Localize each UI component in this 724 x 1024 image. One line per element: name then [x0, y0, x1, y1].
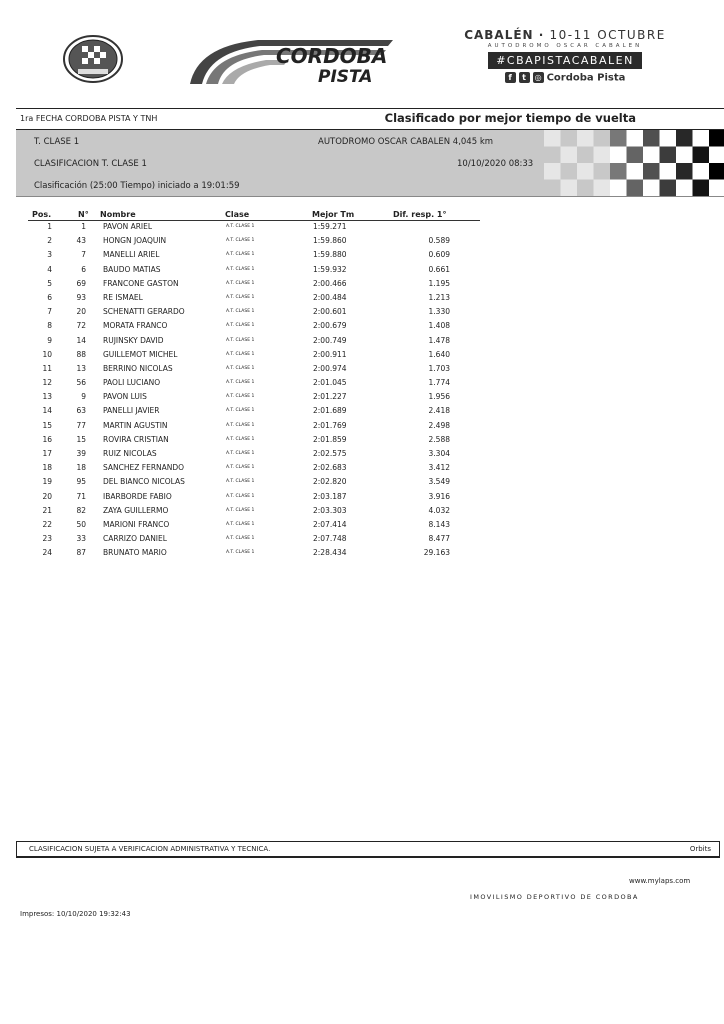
header-diff: Dif. resp. 1° [393, 210, 447, 219]
cell-best: 2:02.575 [313, 449, 347, 458]
cell-num: 20 [76, 307, 86, 317]
cell-num: 9 [81, 392, 86, 402]
cell-pos: 11 [42, 363, 52, 373]
cell-diff: 1.408 [428, 321, 450, 331]
cell-best: 1:59.932 [313, 264, 347, 274]
checker-square [577, 147, 594, 164]
footer-notice-box [16, 841, 720, 858]
cell-best: 1:59.271 [313, 222, 347, 231]
verification-notice: CLASIFICACION SUJETA A VERIFICACION ADMINISTRATIVA Y TECNICA. [29, 845, 271, 853]
social-links [445, 72, 685, 84]
cell-name: MANELLI ARIEL [103, 250, 160, 260]
brand-line1: CORDOBA [276, 44, 388, 68]
cell-pos: 10 [42, 349, 52, 359]
cell-diff: 1.195 [428, 278, 450, 288]
table-row [28, 220, 480, 234]
table-row [28, 433, 480, 447]
cell-class: A.T. CLASE 1 [226, 380, 255, 386]
cell-pos: 15 [42, 420, 52, 430]
session-info-box [16, 130, 724, 197]
table-row [28, 234, 480, 248]
cell-diff: 29.163 [423, 548, 450, 558]
table-row [28, 334, 480, 348]
cell-num: 63 [76, 406, 86, 416]
header-divider [28, 220, 480, 221]
cell-pos: 21 [42, 505, 52, 515]
cell-best: 2:00.466 [313, 278, 347, 288]
session-datetime: 10/10/2020 08:33 [457, 159, 534, 169]
table-row [28, 447, 480, 461]
checker-square [676, 180, 693, 197]
checker-square [660, 163, 677, 180]
cell-class: A.T. CLASE 1 [226, 550, 255, 556]
cell-num: 39 [76, 449, 86, 458]
checker-square [610, 163, 627, 180]
table-row [28, 419, 480, 433]
cell-num: 69 [76, 278, 86, 288]
table-row [28, 518, 480, 532]
checker-square [676, 163, 693, 180]
cell-name: PAVON ARIEL [103, 222, 153, 231]
session-name: CLASIFICACION T. CLASE 1 [34, 159, 147, 169]
cell-num: 56 [76, 378, 86, 388]
cell-num: 1 [81, 222, 86, 231]
cell-best: 2:01.769 [313, 420, 347, 430]
checker-square [577, 180, 594, 197]
checker-square [544, 130, 561, 147]
session-detail: Clasificación (25:00 Tiempo) iniciado a 19:01:59 [34, 181, 240, 191]
cell-num: 7 [81, 250, 86, 260]
cell-pos: 16 [42, 434, 52, 444]
cell-class: A.T. CLASE 1 [226, 422, 255, 428]
checker-square [610, 130, 627, 147]
table-row [28, 362, 480, 376]
checker-square [627, 180, 644, 197]
checker-square [561, 130, 578, 147]
checker-square [610, 147, 627, 164]
cell-class: A.T. CLASE 1 [226, 493, 255, 499]
results-table [28, 208, 480, 561]
cell-pos: 9 [47, 335, 52, 345]
checker-square [544, 163, 561, 180]
event-title: CABALÉN · 10-11 OCTUBRE [464, 28, 666, 42]
cell-class: A.T. CLASE 1 [226, 436, 255, 442]
cell-diff: 3.916 [428, 491, 450, 501]
cell-num: 18 [76, 463, 86, 473]
cell-num: 95 [76, 477, 86, 487]
checker-square [643, 163, 660, 180]
cell-num: 71 [76, 491, 86, 501]
cell-name: ZAYA GUILLERMO [103, 505, 169, 515]
header-num: N° [78, 210, 89, 219]
checker-square [693, 180, 710, 197]
cell-diff: 1.640 [428, 349, 450, 359]
cell-name: MARIONI FRANCO [103, 519, 170, 529]
table-row [28, 546, 480, 560]
cell-best: 2:07.414 [313, 519, 347, 529]
cell-pos: 4 [47, 264, 52, 274]
cell-best: 1:59.860 [313, 236, 347, 246]
cell-class: A.T. CLASE 1 [226, 451, 255, 456]
cell-diff: 8.477 [428, 534, 450, 544]
cell-diff: 3.304 [428, 449, 450, 458]
checker-square [643, 180, 660, 197]
cell-diff: 1.774 [428, 378, 450, 388]
cell-diff: 3.412 [428, 463, 450, 473]
cell-best: 2:00.749 [313, 335, 347, 345]
cell-diff: 0.589 [428, 236, 450, 246]
cell-name: SANCHEZ FERNANDO [103, 463, 185, 473]
cell-diff: 1.956 [428, 392, 450, 402]
cell-pos: 8 [47, 321, 52, 331]
cell-name: DEL BIANCO NICOLAS [103, 477, 185, 487]
cell-num: 72 [76, 321, 86, 331]
checker-square [627, 147, 644, 164]
table-row [28, 263, 480, 277]
cell-name: SCHENATTI GERARDO [103, 307, 185, 317]
cell-num: 93 [76, 292, 86, 302]
cell-best: 2:00.601 [313, 307, 347, 317]
federation-name: IMOVILISMO DEPORTIVO DE CORDOBA [470, 893, 639, 901]
cell-class: A.T. CLASE 1 [226, 252, 255, 258]
mylaps-link[interactable]: www.mylaps.com [629, 877, 691, 885]
checker-square [627, 163, 644, 180]
cell-best: 1:59.880 [313, 250, 347, 260]
cell-pos: 1 [47, 222, 52, 231]
cell-pos: 17 [42, 449, 52, 458]
header-name: Nombre [100, 210, 136, 219]
cell-best: 2:00.911 [313, 349, 347, 359]
checker-square [660, 180, 677, 197]
cell-name: PANELLI JAVIER [103, 406, 160, 416]
cell-pos: 14 [42, 406, 52, 416]
checker-square [693, 163, 710, 180]
cell-name: BAUDO MATIAS [103, 264, 161, 274]
cell-name: RE ISMAEL [103, 292, 143, 302]
cell-class: A.T. CLASE 1 [226, 465, 255, 471]
table-row [28, 461, 480, 475]
checker-square [577, 163, 594, 180]
event-hashtag: #CBAPISTACABALEN [488, 52, 642, 69]
header-class: Clase [225, 210, 250, 219]
cell-pos: 20 [42, 491, 52, 501]
checker-square [709, 163, 724, 180]
table-row [28, 490, 480, 504]
table-row [28, 291, 480, 305]
checker-square [627, 130, 644, 147]
cell-diff: 2.498 [428, 420, 450, 430]
table-row [28, 319, 480, 333]
cell-name: MORATA FRANCO [103, 321, 168, 331]
cell-class: A.T. CLASE 1 [226, 323, 255, 329]
cell-num: 88 [76, 349, 86, 359]
cell-best: 2:01.859 [313, 434, 347, 444]
cell-class: A.T. CLASE 1 [226, 521, 255, 527]
cell-diff: 8.143 [428, 519, 450, 529]
facebook-icon[interactable]: f [505, 72, 516, 83]
checker-square [561, 147, 578, 164]
table-header [28, 208, 480, 220]
table-row [28, 376, 480, 390]
checker-square [660, 130, 677, 147]
cell-pos: 12 [42, 378, 52, 388]
cell-best: 2:02.683 [313, 463, 347, 473]
checker-square [561, 163, 578, 180]
cell-class: A.T. CLASE 1 [226, 294, 255, 300]
cell-pos: 22 [42, 519, 52, 529]
table-row [28, 248, 480, 262]
checker-square [594, 147, 611, 164]
cell-num: 15 [76, 434, 86, 444]
cell-best: 2:28.434 [313, 548, 347, 558]
table-row [28, 532, 480, 546]
cell-num: 50 [76, 519, 86, 529]
cell-best: 2:03.187 [313, 491, 347, 501]
club-seal-logo [60, 34, 126, 84]
cell-class: A.T. CLASE 1 [226, 365, 255, 371]
checkered-flag-graphic [544, 130, 724, 196]
cell-name: CARRIZO DANIEL [103, 534, 167, 544]
cell-name: HONGN JOAQUIN [103, 236, 167, 246]
cell-pos: 13 [42, 392, 52, 402]
title-bar [16, 108, 724, 130]
cell-num: 33 [76, 534, 86, 544]
table-row [28, 277, 480, 291]
cell-diff: 2.418 [428, 406, 450, 416]
cell-name: FRANCONE GASTON [103, 278, 179, 288]
cell-best: 2:01.045 [313, 378, 347, 388]
cell-class: A.T. CLASE 1 [226, 309, 255, 315]
cell-class: A.T. CLASE 1 [226, 224, 255, 229]
checker-square [643, 147, 660, 164]
table-row [28, 404, 480, 418]
table-row [28, 390, 480, 404]
cell-name: RUJINSKY DAVID [103, 335, 164, 345]
cell-pos: 23 [42, 534, 52, 544]
cell-class: A.T. CLASE 1 [226, 507, 255, 513]
checker-square [610, 180, 627, 197]
social-handle: Cordoba Pista [546, 72, 626, 84]
class-name: T. CLASE 1 [34, 137, 80, 147]
table-row [28, 305, 480, 319]
cordoba-pista-logo [188, 36, 398, 86]
checker-square [709, 130, 724, 147]
orbits-brand: Orbits [689, 845, 711, 853]
checker-square [660, 147, 677, 164]
cell-num: 43 [76, 236, 86, 246]
cell-diff: 1.478 [428, 335, 450, 345]
checker-square [544, 147, 561, 164]
table-body [28, 220, 480, 561]
cell-num: 14 [76, 335, 86, 345]
cell-best: 2:00.974 [313, 363, 347, 373]
cell-pos: 19 [42, 477, 52, 487]
cell-name: GUILLEMOT MICHEL [103, 349, 178, 359]
event-banner [445, 28, 685, 92]
table-row [28, 348, 480, 362]
checker-square [544, 180, 561, 197]
cell-name: IBARBORDE FABIO [103, 491, 172, 501]
instagram-icon[interactable]: ◎ [533, 72, 544, 83]
cell-diff: 1.213 [428, 292, 450, 302]
checker-square [676, 130, 693, 147]
checker-square [594, 130, 611, 147]
cell-pos: 7 [47, 307, 52, 317]
cell-pos: 2 [47, 236, 52, 246]
cell-class: A.T. CLASE 1 [226, 351, 255, 357]
cell-pos: 5 [47, 278, 52, 288]
checker-square [709, 180, 724, 197]
cell-best: 2:02.820 [313, 477, 347, 487]
checker-square [561, 180, 578, 197]
cell-diff: 3.549 [428, 477, 450, 487]
venue: AUTODROMO OSCAR CABALEN 4,045 km [318, 137, 494, 147]
cell-name: PAVON LUIS [103, 392, 147, 402]
cell-num: 13 [76, 363, 86, 373]
event-name: 1ra FECHA CORDOBA PISTA Y TNH [20, 114, 158, 123]
checker-square [693, 147, 710, 164]
event-subtitle: AUTODROMO OSCAR CABALEN [487, 43, 643, 49]
cell-class: A.T. CLASE 1 [226, 408, 255, 414]
checker-square [676, 147, 693, 164]
cell-class: A.T. CLASE 1 [226, 337, 255, 343]
cell-name: ROVIRA CRISTIAN [103, 434, 169, 444]
checker-square [643, 130, 660, 147]
cell-name: PAOLI LUCIANO [103, 378, 161, 388]
brand-line2: PISTA [318, 67, 373, 86]
cell-pos: 24 [42, 548, 52, 558]
cell-name: MARTIN AGUSTIN [103, 420, 168, 430]
cell-diff: 0.609 [428, 250, 450, 260]
cell-diff: 2.588 [428, 434, 450, 444]
cell-name: BRUNATO MARIO [103, 548, 167, 558]
checker-square [577, 130, 594, 147]
cell-num: 6 [81, 264, 86, 274]
cell-best: 2:07.748 [313, 534, 347, 544]
event-dates: 10-11 OCTUBRE [549, 28, 666, 42]
checker-square [594, 180, 611, 197]
cell-class: A.T. CLASE 1 [226, 238, 255, 244]
cell-best: 2:03.303 [313, 505, 347, 515]
header-pos: Pos. [32, 210, 52, 219]
cell-name: BERRINO NICOLAS [103, 363, 173, 373]
checker-square [693, 130, 710, 147]
cell-name: RUIZ NICOLAS [103, 449, 157, 458]
cell-diff: 1.330 [428, 307, 450, 317]
cell-num: 82 [76, 505, 86, 515]
cell-num: 87 [76, 548, 86, 558]
cell-best: 2:01.227 [313, 392, 347, 402]
cell-best: 2:00.484 [313, 292, 347, 302]
table-row [28, 475, 480, 489]
cell-diff: 0.661 [428, 264, 450, 274]
cell-class: A.T. CLASE 1 [226, 266, 255, 272]
cell-class: A.T. CLASE 1 [226, 479, 255, 485]
cell-pos: 18 [42, 463, 52, 473]
checker-square [709, 147, 724, 164]
cell-class: A.T. CLASE 1 [226, 536, 255, 542]
cell-class: A.T. CLASE 1 [226, 394, 255, 400]
cell-class: A.T. CLASE 1 [226, 280, 255, 286]
checker-square [594, 163, 611, 180]
cell-best: 2:00.679 [313, 321, 347, 331]
printed-timestamp: Impresos: 10/10/2020 19:32:43 [20, 910, 131, 918]
cell-num: 77 [76, 420, 86, 430]
cell-diff: 1.703 [428, 363, 450, 373]
header-best: Mejor Tm [312, 210, 355, 219]
cell-best: 2:01.689 [313, 406, 347, 416]
report-title: Clasificado por mejor tiempo de vuelta [384, 111, 636, 125]
table-row [28, 504, 480, 518]
twitter-icon[interactable]: t [519, 72, 530, 83]
cell-diff: 4.032 [428, 505, 450, 515]
cell-pos: 3 [47, 250, 52, 260]
cell-pos: 6 [47, 292, 52, 302]
